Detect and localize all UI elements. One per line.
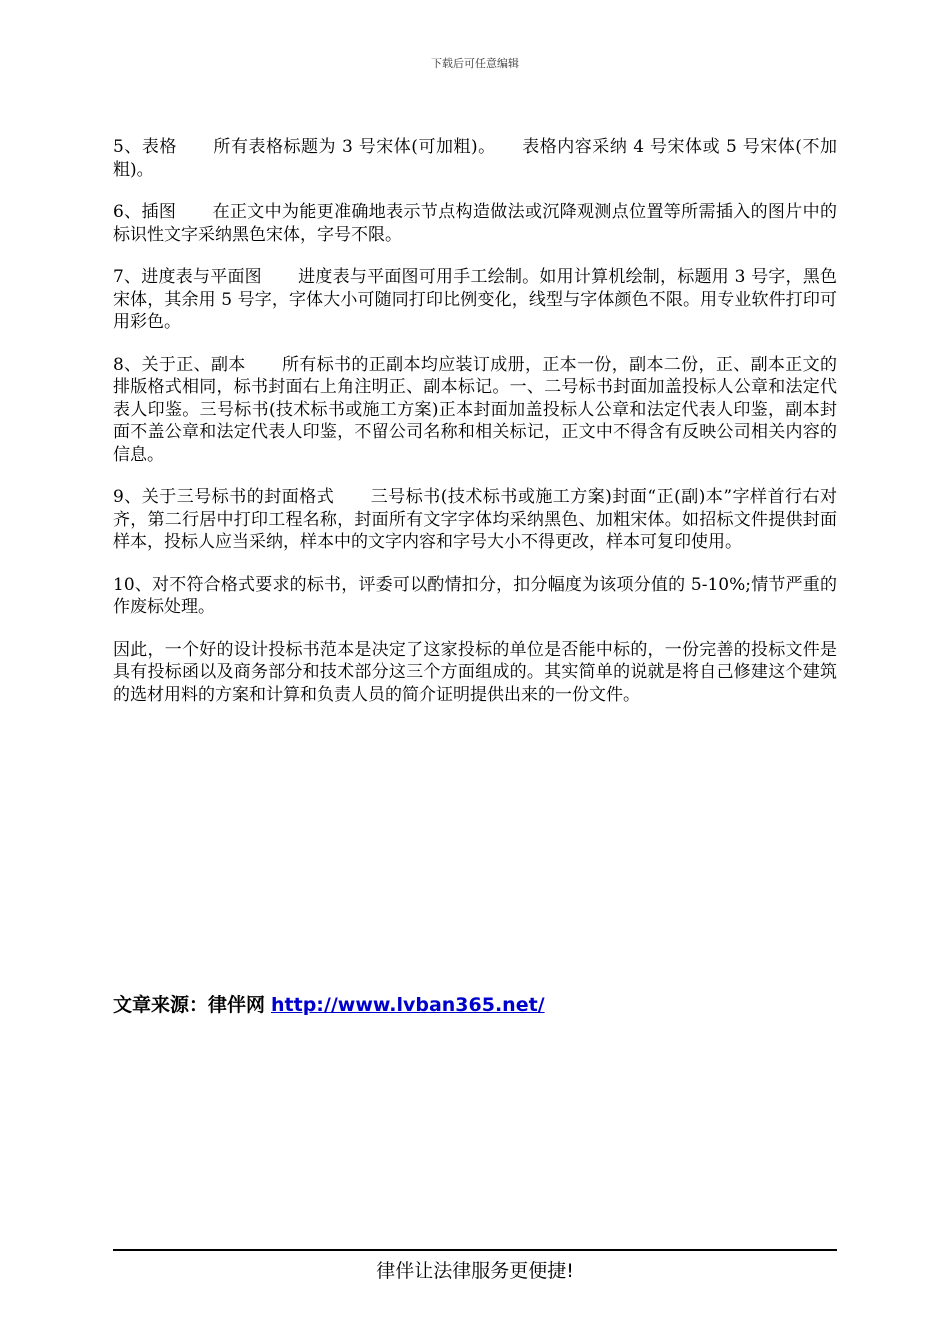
footer-slogan: 律伴让法律服务更便捷! xyxy=(376,1260,574,1282)
paragraph-heading: 6、插图 xyxy=(113,202,177,222)
paragraph-tables xyxy=(113,136,837,181)
paragraph-body: 三号标书(技术标书或施工方案)封面“正(副)本”字样首行右对齐，第二行居中打印工程名称，封面所有文字字体均采纳黑色、加粗宋体。如招标文件提供封面样本，投标人应当采纳，样本中的文字内容和字号大小不得更改，样本可复印使用。 xyxy=(113,487,837,552)
paragraph-conclusion xyxy=(113,639,837,707)
paragraph-body: 因此，一个好的设计投标书范本是决定了这家投标的单位是否能中标的，一份完善的投标文件是具有投标函以及商务部分和技术部分这三个方面组成的。其实简单的说就是将自己修建这个建筑的选材用料的方案和计算和负责人员的简介证明提供出来的一份文件。 xyxy=(113,639,837,705)
paragraph-heading: 8、关于正、副本 xyxy=(113,354,246,375)
paragraph-heading: 7、进度表与平面图 xyxy=(113,267,262,287)
article-source xyxy=(113,990,545,1017)
footer-divider xyxy=(113,1249,837,1251)
page-header-note: 下载后可任意编辑 xyxy=(431,57,519,70)
paragraph-heading: 9、关于三号标书的封面格式 xyxy=(113,487,335,507)
paragraph-penalty xyxy=(113,574,837,619)
paragraph-illustrations xyxy=(113,201,837,246)
paragraph-body: 10、对不符合格式要求的标书，评委可以酌情扣分，扣分幅度为该项分值的 5-10%;情节严重的作废标处理。 xyxy=(113,574,837,617)
source-link[interactable]: http://www.lvban365.net/ xyxy=(271,994,545,1016)
document-body xyxy=(113,136,837,726)
paragraph-original-copies xyxy=(113,354,837,467)
paragraph-heading: 5、表格 xyxy=(113,137,177,157)
paragraph-schedule-plan xyxy=(113,266,837,334)
paragraph-body: 所有表格标题为 3 号宋体(可加粗)。 表格内容采纳 4 号宋体或 5 号宋体(不加粗)。 xyxy=(113,137,837,180)
paragraph-body: 在正文中为能更准确地表示节点构造做法或沉降观测点位置等所需插入的图片中的标识性文字采纳黑色宋体，字号不限。 xyxy=(113,202,837,245)
paragraph-body: 进度表与平面图可用手工绘制。如用计算机绘制，标题用 3 号字，黑色宋体，其余用 5 号字，字体大小可随同打印比例变化，线型与字体颜色不限。用专业软件打印可用彩色。 xyxy=(113,267,837,332)
source-label: 文章来源：律伴网 xyxy=(113,994,266,1016)
paragraph-body: 所有标书的正副本均应装订成册，正本一份，副本二份，正、副本正文的排版格式相同，标书封面右上角注明正、副本标记。一、二号标书封面加盖投标人公章和法定代表人印鉴。三号标书(技术标书或施工方案)正本封面加盖投标人公章和法定代表人印鉴，副本封面不盖公章和法定代表人印鉴，不留公司名称和相关标记，正文中不得含有反映公司相关内容的信息。 xyxy=(113,354,837,465)
paragraph-cover-format xyxy=(113,486,837,554)
